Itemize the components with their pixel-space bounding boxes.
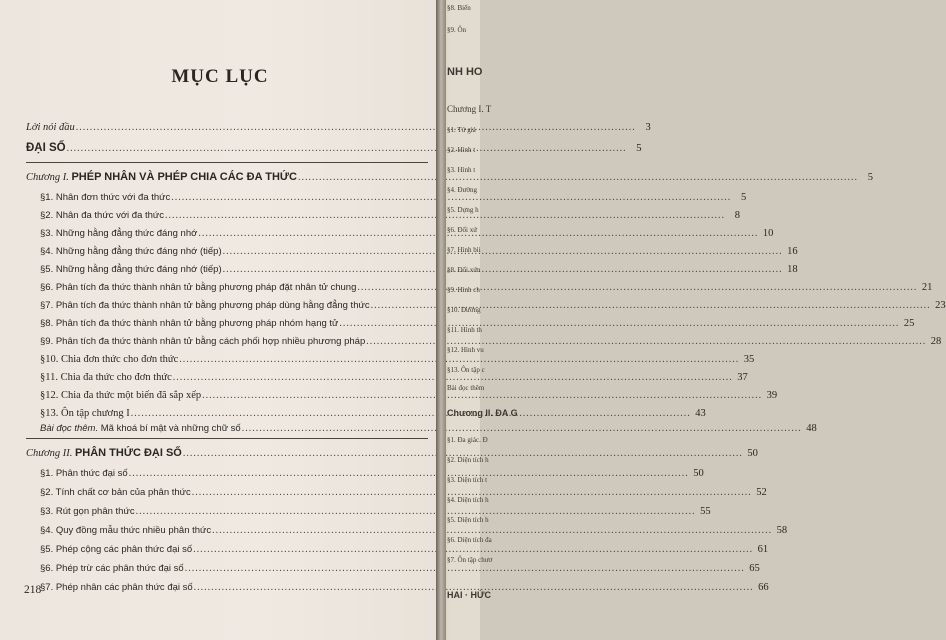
dot-leader: [366, 335, 926, 348]
adjacent-page-fragment: §5. Diện tích h: [447, 516, 489, 524]
dot-leader: [223, 263, 783, 276]
toc-item-label: §3. Rút gọn phân thức: [40, 506, 135, 517]
book-spine: [436, 0, 446, 640]
dot-leader: [198, 227, 758, 240]
adjacent-page-fragment: §1. Tứ giá: [447, 126, 476, 134]
dot-leader: [185, 562, 745, 575]
dot-leader: [131, 407, 691, 420]
toc-part-page: 5: [636, 142, 642, 154]
toc-item-page: 66: [758, 582, 769, 593]
toc-item: [26, 191, 747, 204]
adjacent-page-fragment: §9. Hình ch: [447, 286, 480, 294]
toc-item: [26, 562, 760, 575]
chapter-page: 50: [747, 448, 758, 459]
reading-prefix: Bài đọc thêm.: [40, 423, 99, 434]
toc-entry-label: Lời nói đầu: [26, 122, 75, 133]
adjacent-page-fragment: Chương II. ĐA G: [447, 408, 518, 418]
toc-item-label: §3. Những hằng đẳng thức đáng nhớ: [40, 228, 198, 239]
adjacent-page-fragment: §3. Diện tích t: [447, 476, 488, 484]
toc-item-page: 65: [749, 563, 760, 574]
toc-item-label: §1. Phân thức đại số: [40, 468, 128, 479]
toc-item-page: 55: [700, 506, 711, 517]
toc-item: [26, 335, 942, 348]
adjacent-page-fragment: §6. Đối xứ: [447, 226, 478, 234]
adjacent-page-fragment: §8. Đối xứn: [447, 266, 481, 274]
toc-item-page: 35: [743, 354, 755, 365]
dot-leader: [179, 353, 739, 366]
toc-item-page: 28: [930, 336, 942, 347]
chapter-title: PHÉP NHÂN VÀ PHÉP CHIA CÁC ĐA THỨC: [71, 171, 297, 183]
adjacent-page-fragment: §3. Hình t: [447, 166, 476, 174]
divider: [26, 438, 428, 439]
toc-item: [26, 524, 788, 537]
dot-leader: [298, 171, 858, 184]
toc-item-label: §6. Phép trừ các phân thức đại số: [40, 563, 184, 574]
dot-leader: [202, 389, 762, 402]
dot-leader: [76, 121, 636, 134]
dot-leader: [67, 142, 627, 155]
toc-item-label: §2. Nhân đa thức với đa thức: [40, 210, 165, 221]
toc-item-label: §10. Chia đơn thức cho đơn thức: [40, 354, 179, 365]
toc-item: [26, 389, 778, 402]
reading-page: 48: [806, 423, 817, 434]
adjacent-page-fragment: §7. Ôn tập chươ: [447, 556, 493, 564]
toc-item: [26, 486, 767, 499]
adjacent-page-fragment: §2. Hình t: [447, 146, 476, 154]
adjacent-page-fragment: §4. Diện tích h: [447, 496, 489, 504]
toc-reading: [26, 422, 817, 435]
adjacent-page-fragment: §13. Ôn tập c: [447, 366, 485, 374]
dot-leader: [212, 524, 772, 537]
chapter-page: 5: [867, 172, 873, 183]
page-number: 218: [24, 584, 42, 596]
toc-item-page: 23: [935, 300, 946, 311]
dot-leader: [371, 299, 931, 312]
toc-item: [26, 371, 748, 384]
dot-leader: [136, 505, 696, 518]
adjacent-page-fragment: HAI · HỨC: [447, 590, 491, 600]
toc-item-label: §1. Nhân đơn thức với đa thức: [40, 192, 171, 203]
toc-entry-page: 3: [645, 122, 651, 133]
toc-item-label: §4. Quy đồng mẫu thức nhiều phân thức: [40, 525, 212, 536]
toc-item-page: 5: [741, 192, 747, 203]
adjacent-page-fragment: Chương I. T: [447, 104, 492, 114]
toc-item-label: §13. Ôn tập chương I: [40, 408, 130, 419]
toc-item-page: 16: [787, 246, 798, 257]
toc-item-label: §11. Chia đa thức cho đơn thức: [40, 372, 172, 383]
adjacent-page-fragment: NH HO: [447, 66, 483, 78]
toc-item: [26, 505, 711, 518]
adjacent-page-fragment: §7. Hình bìi: [447, 246, 481, 254]
toc-item-label: §6. Phân tích đa thức thành nhân tử bằng phương pháp đặt nhân tử chung: [40, 282, 357, 293]
dot-leader: [129, 467, 689, 480]
dot-leader: [192, 486, 752, 499]
toc-item-label: §5. Phép cộng các phân thức đại số: [40, 544, 193, 555]
toc-item-page: 37: [737, 372, 748, 383]
adjacent-page-fragment: Bài đọc thêm: [447, 384, 485, 392]
divider: [26, 162, 428, 163]
toc-item-page: 43: [695, 408, 706, 419]
adjacent-page-fragment: §10. Đường: [447, 306, 481, 314]
toc-item-page: 52: [756, 487, 767, 498]
toc-item-label: §4. Những hằng đẳng thức đáng nhớ (tiếp): [40, 246, 222, 257]
adjacent-page-fragment: §9. Ôn: [447, 26, 467, 34]
toc-part-label: ĐẠI SỐ: [26, 142, 66, 154]
dot-leader: [171, 191, 731, 204]
toc-item: [26, 581, 769, 594]
toc-item-label: §5. Những hằng đẳng thức đáng nhớ (tiếp): [40, 264, 222, 275]
adjacent-page-fragment: §12. Hình vu: [447, 346, 484, 354]
toc-item-page: 58: [776, 525, 788, 536]
toc-item-label: §2. Tính chất cơ bản của phân thức: [40, 487, 191, 498]
toc-item-label: §8. Phân tích đa thức thành nhân tử bằng phương pháp nhóm hạng tử: [40, 318, 339, 329]
toc-item: [26, 353, 755, 366]
adjacent-page-fragment: §4. Đường: [447, 186, 478, 194]
toc-item-label: §9. Phân tích đa thức thành nhân tử bằng cách phối hợp nhiều phương pháp: [40, 336, 366, 347]
adjacent-page-fragment: §2. Diện tích h: [447, 456, 489, 464]
adjacent-page-fragment: §8. Biến: [447, 4, 471, 12]
adjacent-page-fragment: §11. Hình th: [447, 326, 482, 334]
dot-leader: [339, 317, 899, 330]
toc-item-label: §12. Chia đa thức một biến đã sắp xếp: [40, 390, 202, 401]
toc-item-page: 39: [766, 390, 778, 401]
toc-item-page: 8: [734, 210, 741, 221]
dot-leader: [193, 543, 753, 556]
dot-leader: [183, 447, 743, 460]
page-title: MỤC LỤC: [171, 66, 269, 87]
toc-item-page: 25: [903, 318, 915, 329]
toc-item-page: 10: [762, 228, 774, 239]
chapter-title: PHÂN THỨC ĐẠI SỐ: [74, 447, 182, 459]
toc-item-page: 61: [757, 544, 769, 555]
chapter-number: Chương I.: [26, 172, 69, 183]
chapter-number: Chương II.: [26, 448, 73, 459]
toc-item-label: §7. Phép nhân các phân thức đại số: [40, 582, 193, 593]
toc-chapter-1: [26, 171, 873, 184]
toc-item-page: 18: [787, 264, 798, 275]
dot-leader: [194, 581, 754, 594]
adjacent-page-fragment: §5. Dựng h: [447, 206, 479, 214]
adjacent-page-fragment: §6. Diện tích đa: [447, 536, 492, 544]
toc-item-label: §7. Phân tích đa thức thành nhân tử bằng phương pháp dùng hằng đẳng thức: [40, 300, 370, 311]
toc-item-page: 50: [693, 468, 704, 479]
toc-item: [26, 543, 769, 556]
dot-leader: [223, 245, 783, 258]
adjacent-page-fragment: §1. Đa giác. Đ: [447, 436, 488, 444]
toc-item-page: 21: [921, 282, 933, 293]
dot-leader: [173, 371, 733, 384]
reading-label: Mã khoá bí mật và những chữ số: [100, 423, 241, 434]
dot-leader: [242, 422, 802, 435]
